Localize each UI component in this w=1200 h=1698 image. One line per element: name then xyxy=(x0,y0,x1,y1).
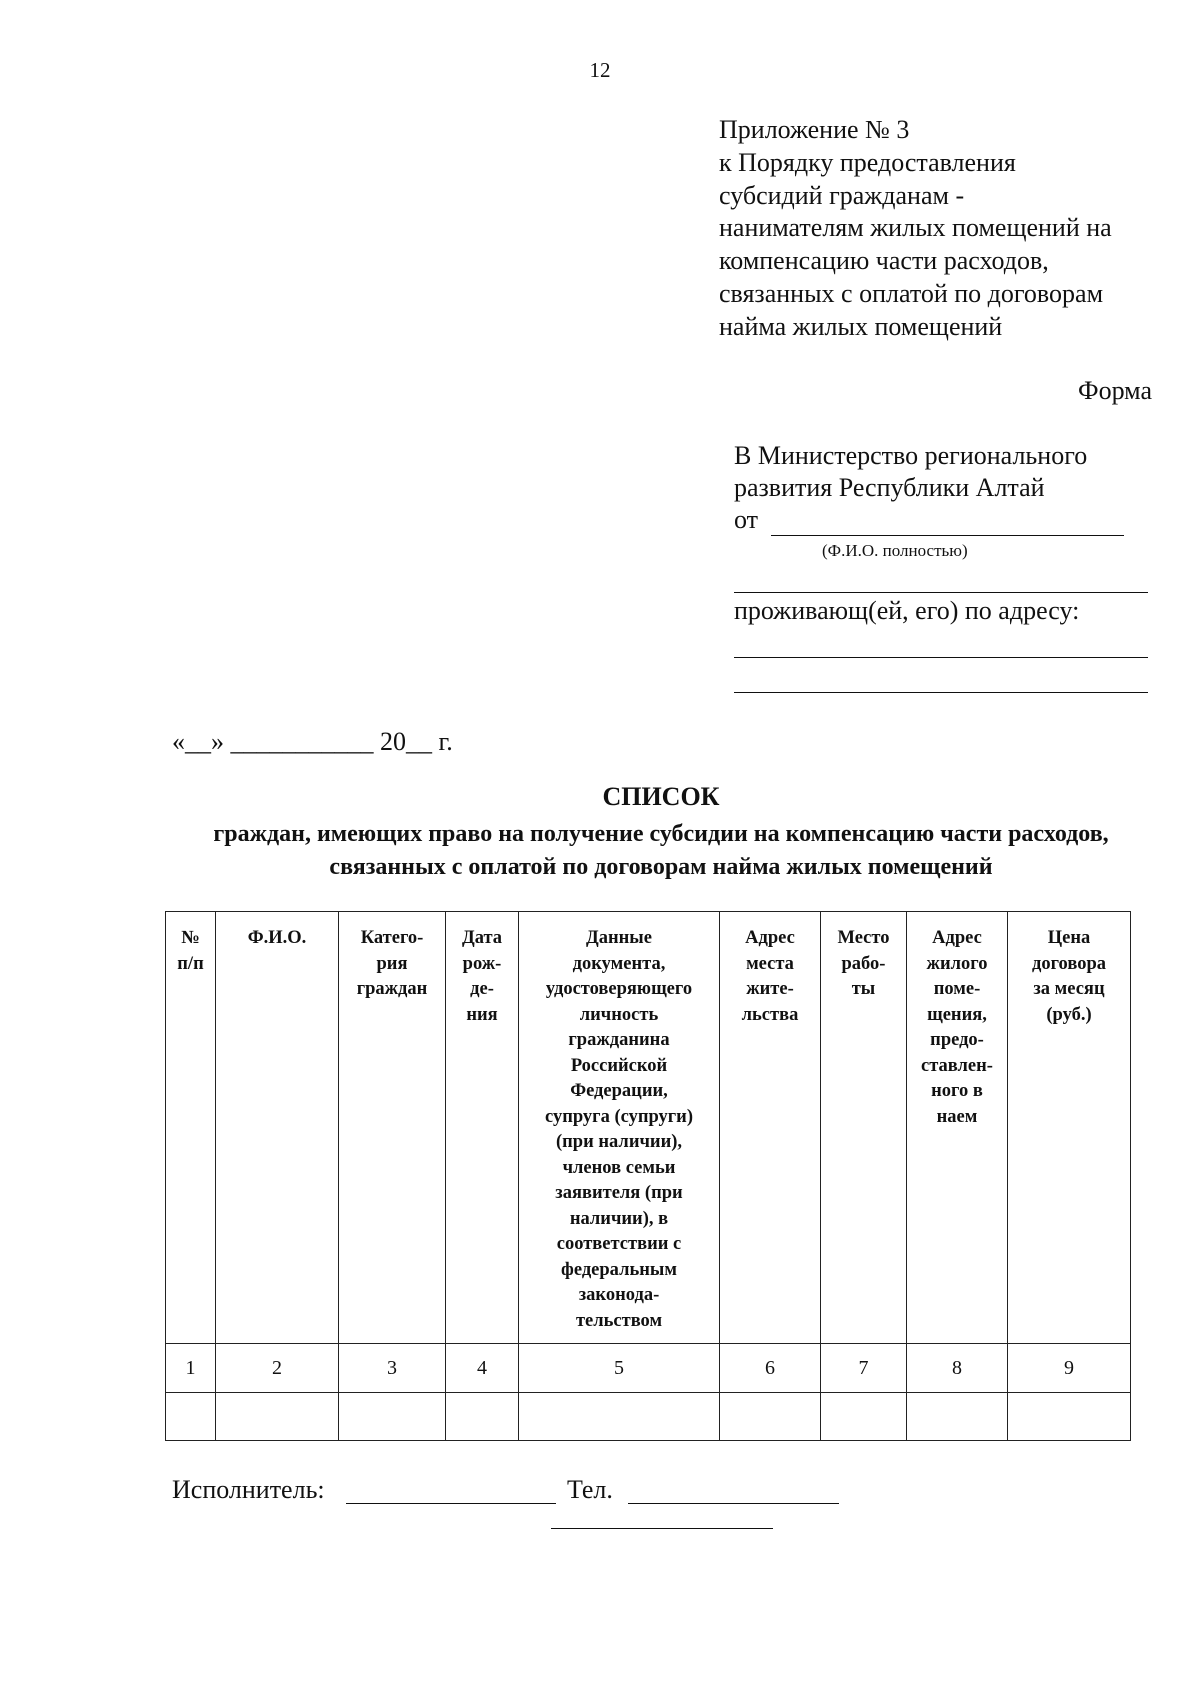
empty-cell xyxy=(821,1393,907,1441)
column-number-cell: 2 xyxy=(216,1344,339,1393)
header-cell-line: наличии), в xyxy=(569,1208,669,1229)
header-cell-line: рия xyxy=(376,953,408,974)
header-cell-line: жите- xyxy=(746,979,794,999)
header-cell-line: № xyxy=(181,928,200,948)
header-cell-line: супруга (супруги) xyxy=(545,1106,693,1127)
header-cell xyxy=(821,912,907,1344)
appendix-note xyxy=(719,114,1112,344)
header-cell-line: Катего- xyxy=(360,928,424,948)
phone-line xyxy=(628,1503,839,1504)
header-cell xyxy=(907,912,1008,1344)
column-number-cell: 4 xyxy=(446,1344,519,1393)
appendix-line: субсидий гражданам - xyxy=(719,180,965,210)
header-cell-line: соответствии с xyxy=(556,1234,682,1254)
header-cell xyxy=(519,912,720,1344)
column-number-row xyxy=(166,1344,1131,1393)
header-cell-line: де- xyxy=(470,979,494,999)
empty-cell xyxy=(166,1393,216,1441)
header-cell-line: личность xyxy=(579,1004,659,1025)
fio-continuation-line xyxy=(734,592,1148,593)
citizens-table xyxy=(165,911,1131,1441)
column-number-cell: 6 xyxy=(720,1344,821,1393)
header-cell-line: рож- xyxy=(462,953,502,974)
header-cell-line: Федерации, xyxy=(570,1081,668,1101)
header-cell-line: наем xyxy=(936,1106,978,1127)
header-cell-line: гражданина xyxy=(568,1030,670,1050)
header-cell-line: ния xyxy=(466,1004,498,1025)
header-cell-line: места xyxy=(746,953,794,974)
empty-cell xyxy=(1008,1393,1131,1441)
header-cell-line: Цена xyxy=(1047,928,1091,948)
header-cell-line: Дата xyxy=(461,928,503,948)
empty-cell xyxy=(216,1393,339,1441)
document-title: СПИСОК xyxy=(602,782,720,811)
header-cell-line: Российской xyxy=(570,1055,668,1076)
header-cell-line: федеральным xyxy=(561,1259,677,1280)
column-number-cell: 5 xyxy=(519,1344,720,1393)
address-line-1 xyxy=(734,657,1148,658)
column-number-cell: 3 xyxy=(339,1344,446,1393)
header-cell xyxy=(166,912,216,1344)
addressee-line-1: В Министерство регионального xyxy=(734,441,1088,470)
form-label: Форма xyxy=(1078,376,1152,405)
document-subtitle: граждан, имеющих право на получение субсидии на компенсацию части расходов, связанных с оплатой по договорам найма жилых помещений xyxy=(213,821,1109,880)
appendix-line: связанных с оплатой по договорам xyxy=(719,278,1104,308)
executor-line xyxy=(346,1503,556,1504)
header-cell-line: граждан xyxy=(356,979,428,999)
header-cell-line: за месяц xyxy=(1033,979,1105,999)
fio-underline xyxy=(771,535,1124,536)
addressee-line-2: развития Республики Алтай xyxy=(734,473,1045,502)
header-cell-line: Адрес xyxy=(745,928,795,948)
header-cell-line: документа, xyxy=(572,953,666,974)
footer xyxy=(172,1475,325,1505)
table-header-row xyxy=(166,912,1131,1344)
page-number: 12 xyxy=(589,58,611,82)
empty-cell xyxy=(907,1393,1008,1441)
column-number-cell: 8 xyxy=(907,1344,1008,1393)
header-cell-line: предо- xyxy=(930,1030,984,1050)
address-label: проживающ(ей, его) по адресу: xyxy=(734,596,1080,625)
phone-label: Тел. xyxy=(567,1475,613,1504)
header-cell-line: льства xyxy=(741,1004,799,1025)
appendix-line: компенсацию части расходов, xyxy=(719,246,1049,276)
header-cell-line: членов семьи xyxy=(562,1157,676,1178)
header-cell-line: ставлен- xyxy=(921,1055,993,1076)
date-line: «__» ___________ 20__ г. xyxy=(172,727,453,756)
header-cell-line: (руб.) xyxy=(1046,1004,1092,1025)
appendix-line: нанимателям жилых помещений на xyxy=(719,213,1112,243)
header-cell-line: Адрес xyxy=(932,928,982,948)
header-cell xyxy=(1008,912,1131,1344)
address-line-2 xyxy=(734,692,1148,693)
appendix-line: к Порядку предоставления xyxy=(719,147,1016,177)
fio-hint: (Ф.И.О. полностью) xyxy=(822,541,968,560)
executor-label: Исполнитель: xyxy=(172,1475,325,1504)
header-cell xyxy=(339,912,446,1344)
phone-line-extra xyxy=(551,1528,773,1529)
addressee-block xyxy=(734,440,1154,536)
header-cell-line: ты xyxy=(851,979,876,999)
header-cell-line: ного в xyxy=(931,1081,983,1101)
header-cell-line: (при наличии), xyxy=(555,1132,683,1152)
header-cell xyxy=(720,912,821,1344)
empty-cell xyxy=(446,1393,519,1441)
column-number-cell: 9 xyxy=(1008,1344,1131,1393)
header-cell-line: щения, xyxy=(927,1004,987,1025)
header-cell-line: рабо- xyxy=(841,953,886,974)
empty-cell xyxy=(339,1393,446,1441)
appendix-line: Приложение № 3 xyxy=(719,115,910,144)
header-cell-line: тельством xyxy=(575,1310,663,1331)
header-cell-line: заявителя (при xyxy=(555,1183,683,1203)
header-cell-line: п/п xyxy=(177,953,204,974)
header-cell-line: Ф.И.О. xyxy=(247,928,307,948)
header-cell-line: законода- xyxy=(578,1285,660,1305)
appendix-line: найма жилых помещений xyxy=(719,311,1003,341)
empty-cell xyxy=(720,1393,821,1441)
header-cell-line: договора xyxy=(1032,953,1106,974)
header-cell-line: поме- xyxy=(933,979,981,999)
header-cell-line: Место xyxy=(837,928,890,948)
header-cell xyxy=(446,912,519,1344)
header-cell-line: Данные xyxy=(586,928,652,948)
header-cell-line: жилого xyxy=(926,953,988,974)
header-cell-line: удостоверяющего xyxy=(545,979,693,999)
empty-cell xyxy=(519,1393,720,1441)
column-number-cell: 1 xyxy=(166,1344,216,1393)
header-cell xyxy=(216,912,339,1344)
column-number-cell: 7 xyxy=(821,1344,907,1393)
from-label: от xyxy=(734,505,759,534)
table-row xyxy=(166,1393,1131,1441)
